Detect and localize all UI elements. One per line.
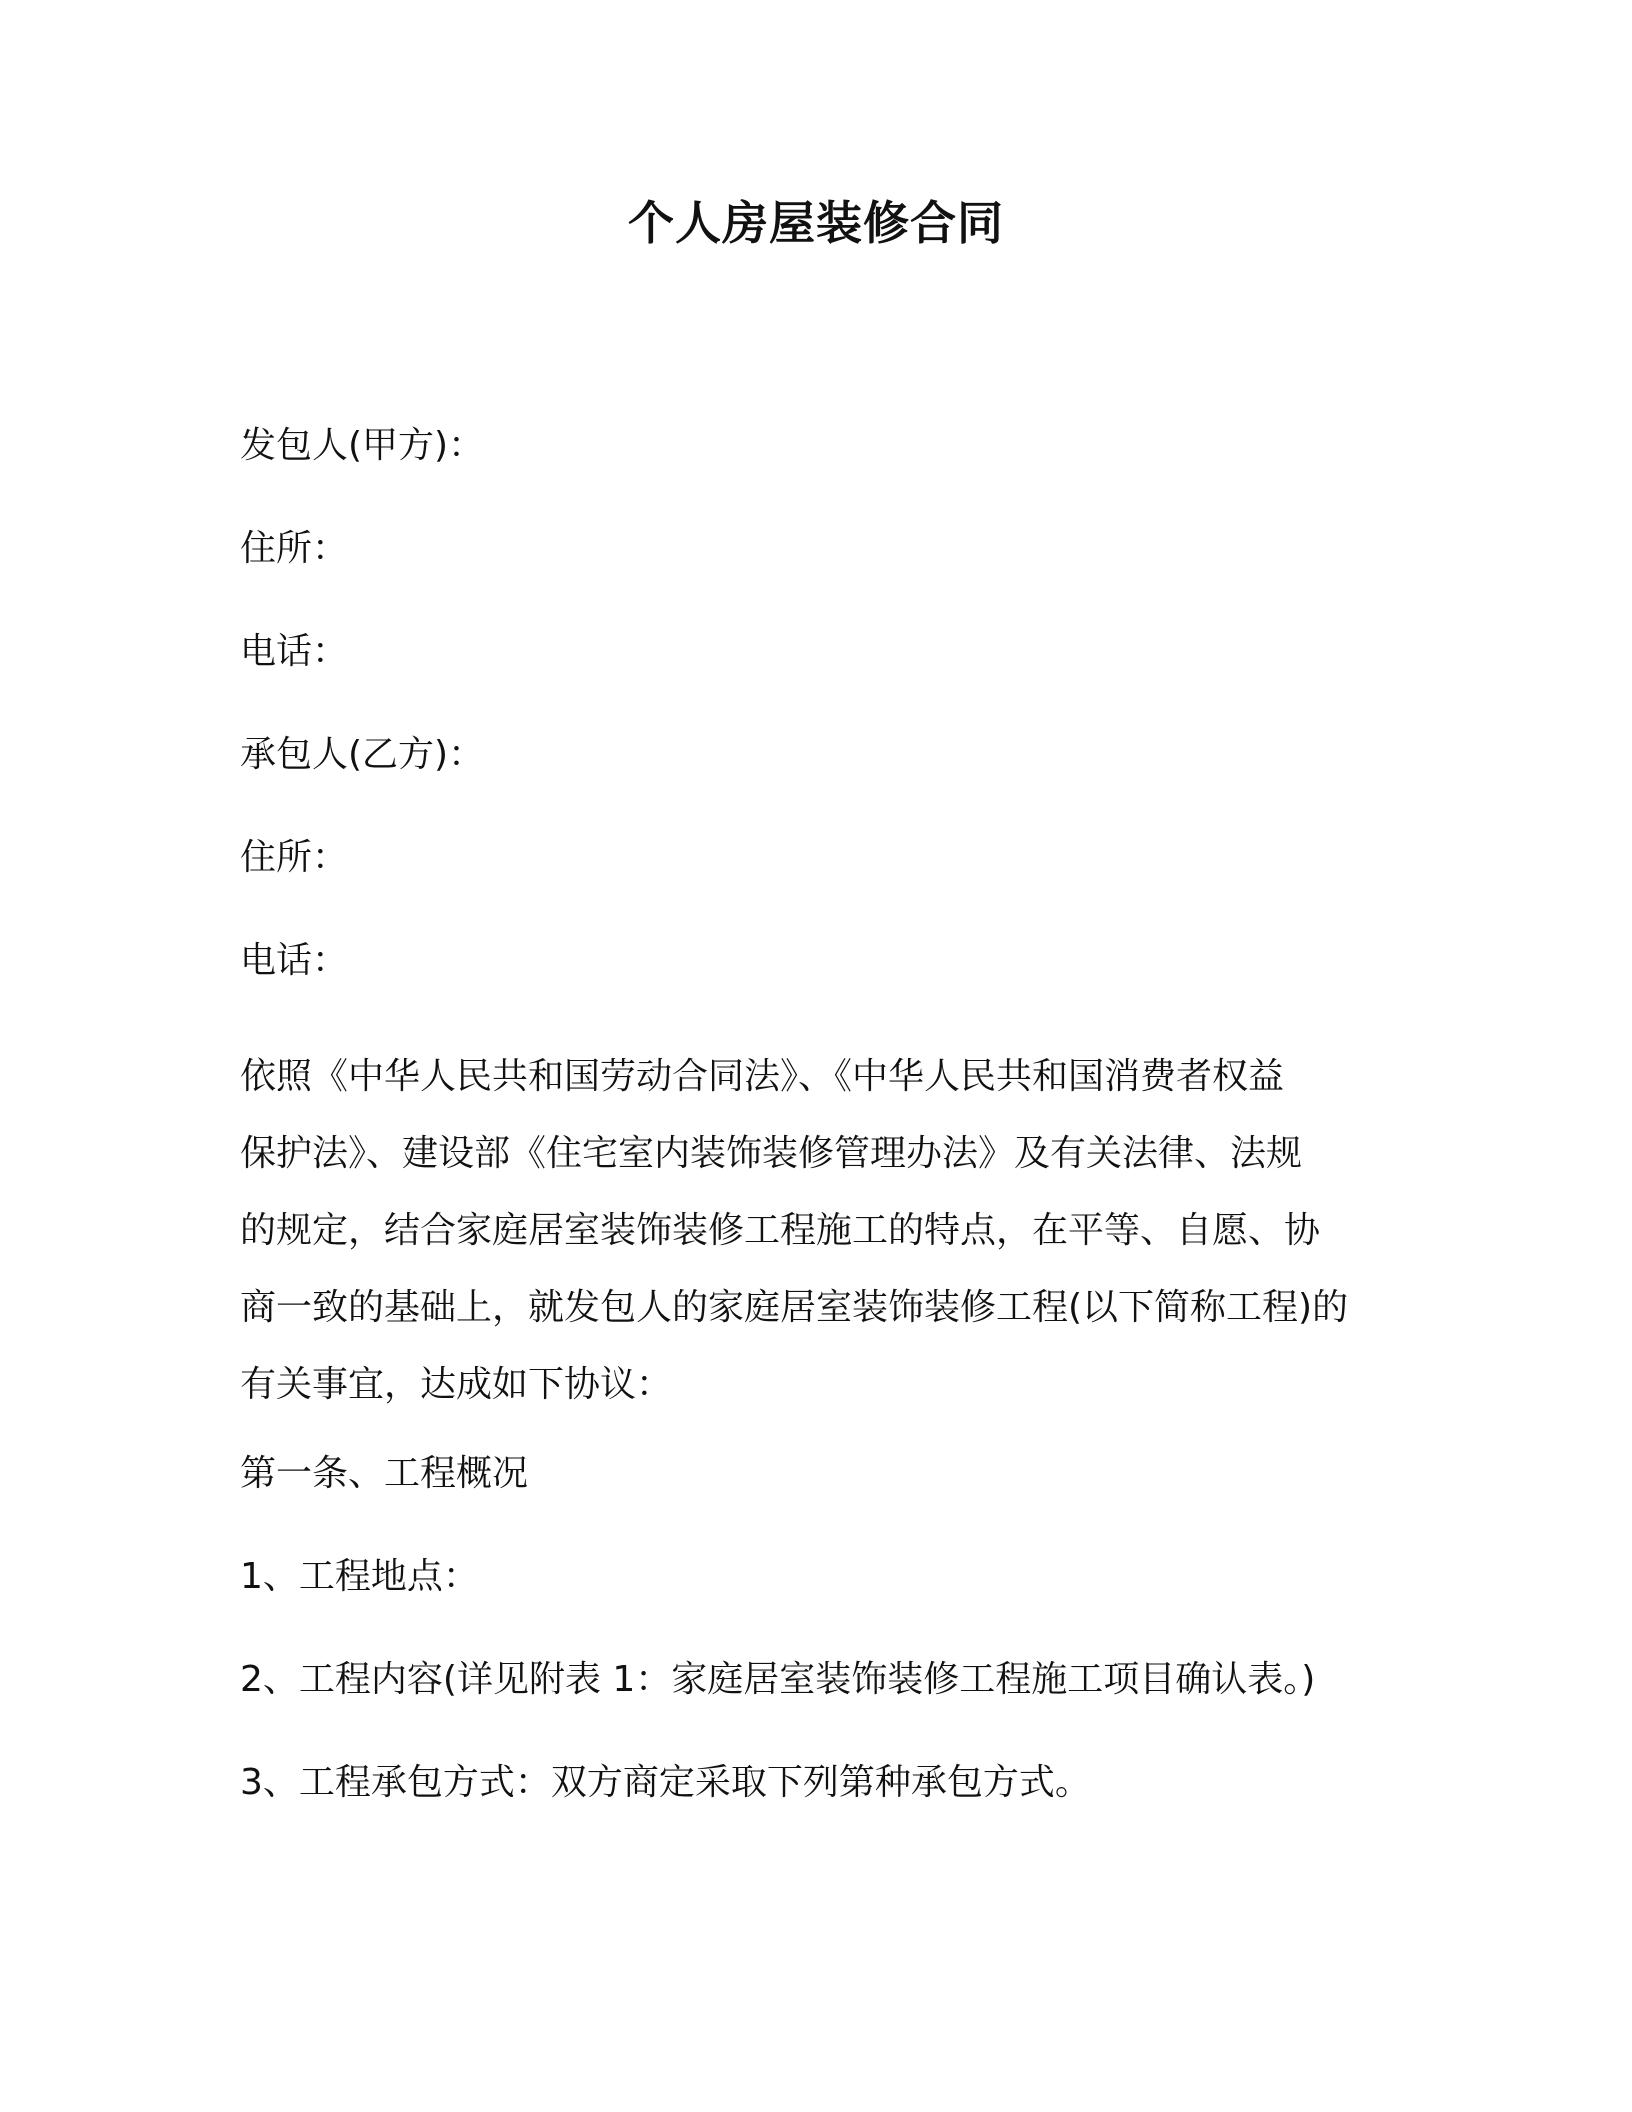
preamble-paragraph	[240, 1038, 1348, 1423]
party-b-address-label: 住所：	[240, 837, 349, 878]
document-title: 个人房屋装修合同	[628, 196, 1004, 250]
preamble-line: 商一致的基础上，就发包人的家庭居室装饰装修工程(以下简称工程)的	[240, 1287, 1349, 1328]
preamble-line: 保护法》、建设部《住宅室内装饰装修管理办法》及有关法律、法规	[240, 1133, 1303, 1174]
party-b-label: 承包人(乙方)：	[240, 734, 485, 775]
party-b-phone-label: 电话：	[240, 940, 349, 981]
article-1-item: 1、工程地点：	[240, 1556, 479, 1597]
article-1-item: 3、工程承包方式：双方商定采取下列第种承包方式。	[240, 1762, 1091, 1803]
preamble-line: 的规定，结合家庭居室装饰装修工程施工的特点，在平等、自愿、协	[240, 1210, 1321, 1251]
party-a-address-label: 住所：	[240, 528, 349, 569]
preamble-line: 依照《中华人民共和国劳动合同法》、《中华人民共和国消费者权益	[240, 1056, 1285, 1097]
preamble-line: 有关事宜，达成如下协议：	[240, 1364, 673, 1405]
article-1-heading: 第一条、工程概况	[240, 1453, 529, 1494]
party-a-phone-label: 电话：	[240, 631, 349, 672]
party-a-label: 发包人(甲方)：	[240, 425, 485, 466]
article-1-item: 2、工程内容(详见附表 1：家庭居室装饰装修工程施工项目确认表。)	[240, 1659, 1316, 1700]
